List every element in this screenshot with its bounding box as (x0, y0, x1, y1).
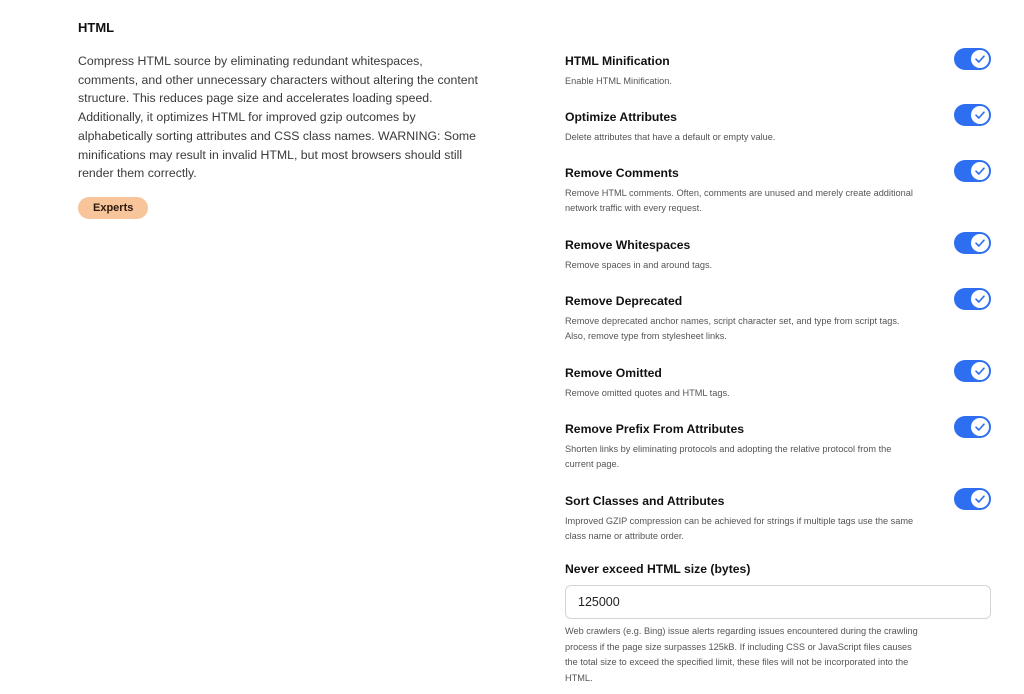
option-title: Remove Comments (565, 166, 679, 180)
remove-whitespaces-toggle[interactable] (954, 232, 991, 254)
section-info (78, 20, 478, 219)
option-remove-omitted (565, 365, 991, 401)
remove-deprecated-toggle[interactable] (954, 288, 991, 310)
option-title: HTML Minification (565, 54, 670, 68)
option-title: Remove Omitted (565, 366, 662, 380)
check-icon (971, 50, 989, 68)
option-html-minification (565, 53, 991, 89)
remove-omitted-toggle[interactable] (954, 360, 991, 382)
optimize-attributes-toggle[interactable] (954, 104, 991, 126)
section-description: Compress HTML source by eliminating redundant whitespaces, comments, and other unnecessary characters without altering the content structure. This reduces page size and accelerates loading speed. Additionally, it optimizes HTML for improved gzip outcomes by alphabetically sorting attributes and CSS class names. WARNING: Some minifications may result in invalid HTML, but most browsers should still render them correctly. (78, 54, 478, 181)
option-title: Sort Classes and Attributes (565, 494, 725, 508)
remove-comments-toggle[interactable] (954, 160, 991, 182)
option-title: Remove Deprecated (565, 294, 683, 308)
option-remove-prefix-from-attributes (565, 421, 991, 472)
sort-classes-toggle[interactable] (954, 488, 991, 510)
option-description: Delete attributes that have a default or empty value. (565, 132, 776, 142)
option-optimize-attributes (565, 109, 991, 145)
max-html-size-field (565, 561, 991, 686)
check-icon (971, 490, 989, 508)
check-icon (971, 362, 989, 380)
option-title: Optimize Attributes (565, 110, 677, 124)
check-icon (971, 290, 989, 308)
option-remove-deprecated (565, 293, 991, 344)
option-sort-classes-and-attributes (565, 493, 991, 544)
option-title: Remove Whitespaces (565, 238, 691, 252)
option-description: Remove spaces in and around tags. (565, 260, 713, 270)
option-description: Enable HTML Minification. (565, 76, 672, 86)
html-minification-toggle[interactable] (954, 48, 991, 70)
check-icon (971, 418, 989, 436)
max-size-help: Web crawlers (e.g. Bing) issue alerts regarding issues encountered during the crawling process if the page size surpasses 125kB. If including CSS or JavaScript files causes the total size to exceed the specified limit, these files will not be incorporated into the HTML. (565, 626, 918, 683)
section-title: HTML (78, 20, 115, 35)
max-size-label: Never exceed HTML size (bytes) (565, 562, 751, 576)
max-size-input[interactable] (565, 585, 991, 619)
option-title: Remove Prefix From Attributes (565, 422, 745, 436)
option-remove-whitespaces (565, 237, 991, 273)
option-remove-comments (565, 165, 991, 216)
check-icon (971, 162, 989, 180)
experts-badge: Experts (78, 197, 148, 219)
option-description: Remove omitted quotes and HTML tags. (565, 388, 730, 398)
option-description: Remove HTML comments. Often, comments are unused and merely create additional network traffic with every request. (565, 188, 913, 213)
option-description: Remove deprecated anchor names, script character set, and type from script tags. Also, remove type from stylesheet links. (565, 316, 900, 341)
option-description: Shorten links by eliminating protocols and adopting the relative protocol from the current page. (565, 444, 892, 469)
remove-prefix-toggle[interactable] (954, 416, 991, 438)
check-icon (971, 234, 989, 252)
check-icon (971, 106, 989, 124)
option-description: Improved GZIP compression can be achieved for strings if multiple tags use the same class name or attribute order. (565, 516, 914, 541)
